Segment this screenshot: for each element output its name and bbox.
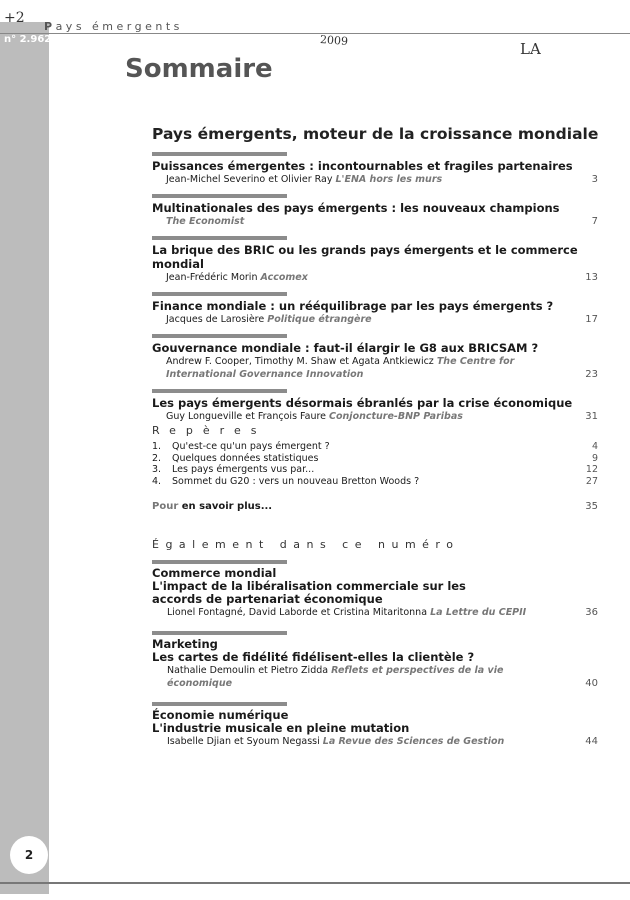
also-list — [152, 560, 600, 760]
article-page: 23 — [585, 369, 598, 380]
section-bar — [152, 389, 287, 393]
section-bar — [152, 152, 287, 156]
also-source: Isabelle Djian et Syoum Negassi La Revue des Sciences de Gestion — [167, 736, 505, 747]
handwritten-annotation: +2 — [4, 10, 25, 26]
article-title: Les pays émergents désormais ébranlés par la crise économique — [152, 396, 573, 410]
section-bar — [152, 292, 287, 296]
page-title: Sommaire — [125, 54, 273, 84]
article-entry — [152, 194, 600, 228]
reperes-section — [152, 424, 600, 487]
article-page: 3 — [591, 174, 598, 185]
also-page: 40 — [585, 678, 598, 689]
pour-en-savoir-plus: Pour en savoir plus... 35 — [152, 501, 598, 512]
dossier-title: Pays émergents, moteur de la croissance mondiale — [152, 125, 599, 143]
running-head: Pays émergents — [44, 20, 183, 33]
section-bar — [152, 194, 287, 198]
article-page: 17 — [585, 314, 598, 325]
reperes-item: 1. Qu'est-ce qu'un pays émergent ? 4 — [152, 441, 598, 452]
article-entry — [152, 334, 600, 381]
reperes-item: 2. Quelques données statistiques 9 — [152, 452, 598, 464]
article-source: The Economist — [166, 216, 245, 227]
also-category: Marketing — [152, 637, 218, 651]
left-margin-band — [0, 22, 52, 894]
article-entry — [152, 292, 600, 326]
also-page: 44 — [585, 736, 598, 747]
section-bar — [152, 334, 287, 338]
article-title: Puissances émergentes : incontournables et fragiles partenaires — [152, 159, 573, 173]
reperes-item: 3. Les pays émergents vus par... 12 — [152, 464, 598, 476]
also-title: L'impact de la libéralisation commerciale sur les accords de partenariat économique — [152, 579, 466, 606]
also-category: Économie numérique — [152, 708, 289, 722]
article-entry — [152, 236, 600, 284]
article-entry — [152, 389, 600, 423]
also-entry — [152, 631, 600, 690]
page-number-badge: 2 — [10, 836, 48, 874]
handwritten-annotation: 2009 — [319, 33, 349, 48]
issue-number: n° 2.962 — [4, 34, 52, 45]
reperes-title: Repères — [152, 424, 267, 437]
article-source: Jean-Frédéric Morin Accomex — [166, 272, 308, 283]
article-source: Andrew F. Cooper, Timothy M. Shaw et Agata Antkiewicz The Centre for International Governance Innovation — [166, 356, 515, 380]
article-page: 7 — [591, 216, 598, 227]
reperes-item: 4. Sommet du G20 : vers un nouveau Bretton Woods ? 27 — [152, 475, 598, 487]
article-source: Jacques de Larosière Politique étrangère — [166, 314, 372, 325]
also-title: Les cartes de fidélité fidélisent-elles la clientèle ? — [152, 650, 475, 664]
article-entry — [152, 152, 600, 186]
article-list — [152, 152, 600, 431]
header-rule — [0, 33, 630, 34]
also-source: Lionel Fontagné, David Laborde et Cristina Mitaritonna La Lettre du CEPII — [167, 607, 527, 618]
also-page: 36 — [585, 607, 598, 618]
article-title: Finance mondiale : un rééquilibrage par les pays émergents ? — [152, 299, 554, 313]
article-title: La brique des BRIC ou les grands pays émergents et le commerce mondial — [152, 243, 578, 271]
article-title: Multinationales des pays émergents : les nouveaux champions — [152, 201, 560, 215]
egalement-title: Également dans ce numéro — [152, 538, 460, 551]
article-page: 13 — [585, 272, 598, 283]
handwritten-annotation: LA — [520, 40, 541, 58]
also-category: Commerce mondial — [152, 566, 277, 580]
article-page: 31 — [585, 411, 598, 422]
section-bar — [152, 631, 287, 635]
also-entry — [152, 702, 600, 748]
article-title: Gouvernance mondiale : faut-il élargir le G8 aux BRICSAM ? — [152, 341, 539, 355]
bottom-rule — [0, 882, 630, 884]
article-source: Guy Longueville et François Faure Conjoncture-BNP Paribas — [166, 411, 463, 422]
also-entry — [152, 560, 600, 619]
section-bar — [152, 702, 287, 706]
section-bar — [152, 560, 287, 564]
also-title: L'industrie musicale en pleine mutation — [152, 721, 410, 735]
article-source: Jean-Michel Severino et Olivier Ray L'ENA hors les murs — [166, 174, 443, 185]
section-bar — [152, 236, 287, 240]
also-source: Nathalie Demoulin et Pietro Zidda Reflets et perspectives de la vie économique — [167, 665, 504, 689]
